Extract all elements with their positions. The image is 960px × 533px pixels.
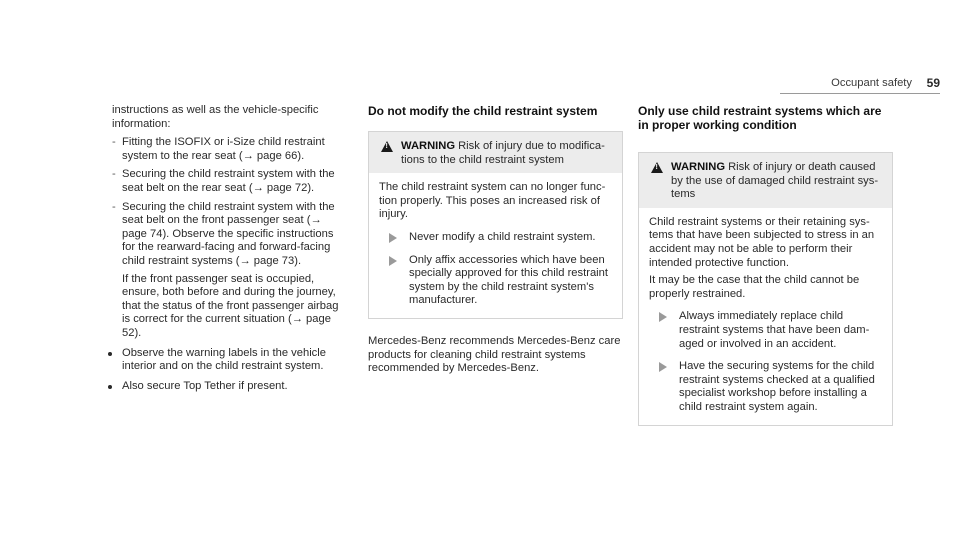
warning-label: WARNING (401, 140, 456, 152)
intro-text: instructions as well as the vehicle-specific information: (112, 104, 319, 130)
action-item (649, 360, 882, 414)
bullet-dot-icon (108, 385, 112, 389)
action-item (649, 310, 882, 351)
warning-head-text: Risk of injury or death caused by the use of damaged child restraint systems (671, 161, 879, 201)
care-products-text: Mercedes-Benz recommends Mercedes-Benz care products for cleaning child restraint systems recommended by Mercedes-Benz. (368, 334, 621, 375)
page-number: 59 (926, 76, 940, 90)
action-arrow-icon (659, 362, 667, 372)
action-arrow-icon (659, 312, 667, 322)
action-item (379, 231, 612, 245)
bullet-text: Also secure Top Tether if present. (122, 379, 288, 392)
warning-box-modify (368, 131, 623, 319)
warning-box-damaged (638, 152, 893, 426)
action-arrow-icon (389, 256, 397, 266)
warning-header (639, 153, 892, 208)
warning-body-text: Child restraint systems or their retaining systems that have been subjected to stress in an accident may not be able to perform their intended protective function. (649, 215, 875, 269)
action-text: Never modify a child restraint system. (409, 230, 596, 243)
action-arrow-icon (389, 233, 397, 243)
dash-item-front-belt: - Securing the child restraint system with the seat belt on the front passenger seat (→ page 74). Observe the specific instructions for the rearward-facing and forward-facing child restraint systems (→ page 73). (112, 201, 347, 269)
warning-label: WARNING (671, 161, 726, 173)
bullet-top-tether (112, 380, 347, 394)
action-item (379, 254, 612, 308)
warning-triangle-icon (381, 141, 393, 152)
dash-item-rear-belt: - Securing the child restraint system with the seat belt on the rear seat (→ page 72). (112, 168, 347, 195)
page-header (780, 77, 940, 91)
action-text: Have the securing systems for the child restraint systems checked at a qualified specialist workshop before installing a child restraint system again. (679, 360, 875, 413)
action-text: Always immediately replace child restraint systems that have been damaged or involved in an accident. (679, 310, 870, 350)
section-title: Occupant safety (831, 77, 912, 89)
column-right (638, 104, 893, 426)
warning-header (369, 132, 622, 173)
warning-body-text: The child restraint system can no longer function properly. This poses an increased risk of injury. (379, 181, 606, 221)
warning-body (639, 208, 892, 425)
section-heading-modify: Do not modify the child restraint system (368, 104, 598, 118)
bullet-warning-labels (112, 347, 347, 374)
warning-head-text: Risk of injury due to modifications to the child restraint system (401, 140, 605, 166)
bullet-dot-icon (108, 352, 112, 356)
bullet-text: Observe the warning labels in the vehicle interior and on the child restraint system. (122, 346, 326, 373)
header-divider (780, 93, 940, 94)
section-heading-condition: Only use child restraint systems which are in proper working condition (638, 104, 882, 132)
airbag-status-note: If the front passenger seat is occupied, ensure, both before and during the journey, that the status of the front passenger airbag is correct for the current situation (→ page 52). (122, 272, 339, 339)
column-middle (368, 104, 623, 376)
column-left (112, 104, 347, 393)
warning-body-text: It may be the case that the child cannot be properly restrained. (649, 274, 860, 300)
dash-item-isofix: - Fitting the ISOFIX or i-Size child restraint system to the rear seat (→ page 66). (112, 136, 347, 163)
action-text: Only affix accessories which have been specially approved for this child restraint system by the child restraint system's manufacturer. (409, 253, 608, 307)
warning-triangle-icon (651, 162, 663, 173)
warning-body (369, 173, 622, 318)
